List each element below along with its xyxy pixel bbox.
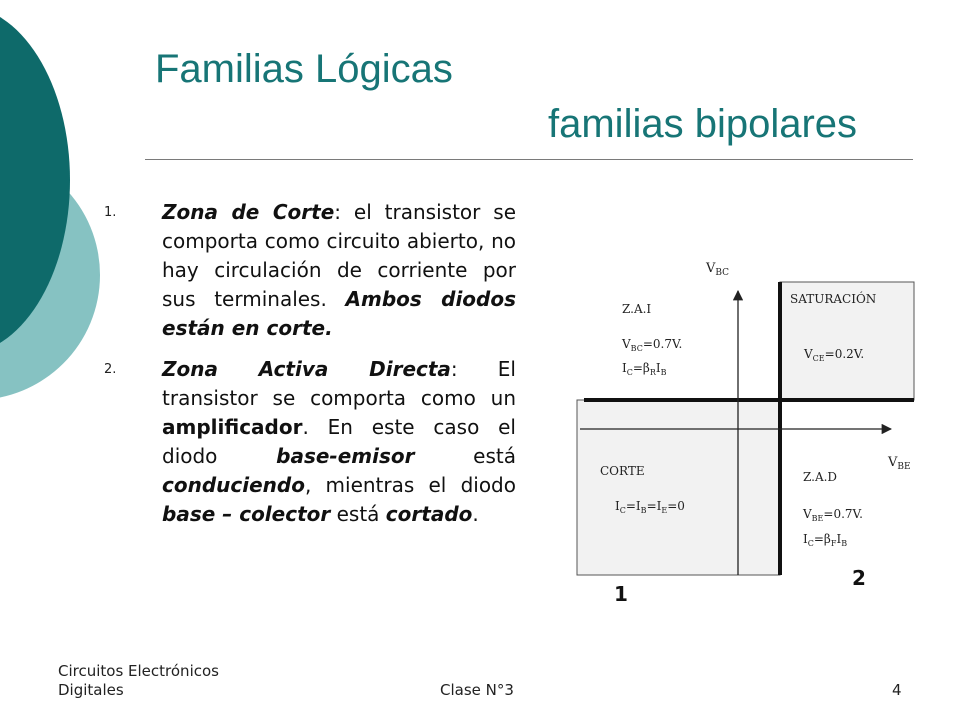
list-text-run: base-emisor — [276, 444, 415, 468]
marker-1: 1 — [614, 582, 628, 606]
list-text-run: : el transistor se comporta como circuito abierto, no hay circulación de corriente por sus terminales. — [162, 200, 516, 311]
footer-course-line1: Circuitos Electrónicos — [58, 662, 219, 680]
list-text-run: . — [472, 502, 479, 526]
zad-vbe: $V_{BE}=0.7V$. — [803, 507, 863, 523]
list-text-run: conduciendo — [162, 473, 305, 497]
saturation-vce: $V_{CE}=0.2V$. — [804, 347, 865, 363]
footer-course-line2: Digitales — [58, 681, 124, 699]
list-number: 1. — [104, 205, 117, 220]
list-text-run: , mientras el diodo — [304, 473, 516, 497]
cutoff-label: CORTE — [600, 464, 645, 478]
footer-course — [58, 662, 219, 700]
cutoff-region — [577, 400, 780, 575]
list-text-run: Zona de Corte — [162, 200, 335, 224]
zone-item — [100, 198, 516, 343]
zone-item — [100, 355, 516, 529]
transistor-operating-zones-diagram — [570, 255, 920, 585]
list-text-run: : El transistor se comporta como un — [162, 357, 516, 410]
list-text-run: amplificador — [162, 415, 303, 439]
list-text-run: Ambos diodos están en corte. — [162, 287, 517, 340]
zai-vbc: $V_{BC}=0.7V$. — [622, 337, 683, 353]
zone-description-list — [100, 198, 516, 541]
vbe-axis-label: $V_{BE}$ — [888, 455, 911, 472]
marker-2: 2 — [852, 566, 866, 590]
footer-class: Clase N°3 — [440, 681, 514, 699]
slide-subtitle: familias bipolares — [548, 102, 858, 146]
list-text-run: . En este caso el diodo — [162, 415, 516, 468]
list-text-run: base – colector — [162, 502, 331, 526]
zad-label: Z.A.D — [803, 470, 838, 484]
list-text-run: está — [414, 444, 516, 468]
slide-title: Familias Lógicas — [155, 47, 453, 91]
zad-ic: $I_C=\beta_FI_B$ — [803, 532, 848, 548]
list-text-run: cortado — [385, 502, 473, 526]
zai-label: Z.A.I — [622, 302, 652, 316]
list-text-run: Zona Activa Directa — [162, 357, 451, 381]
saturation-label: SATURACIÓN — [790, 292, 877, 306]
list-number: 2. — [104, 362, 117, 377]
page-number: 4 — [892, 681, 902, 699]
list-text-run: está — [330, 502, 386, 526]
zai-ic: $I_C=\beta_RI_B$ — [622, 361, 667, 377]
title-divider — [145, 159, 913, 160]
cutoff-currents: $I_C=I_B=I_E=0$ — [615, 499, 685, 515]
vbc-axis-label: $V_{BC}$ — [706, 261, 730, 278]
